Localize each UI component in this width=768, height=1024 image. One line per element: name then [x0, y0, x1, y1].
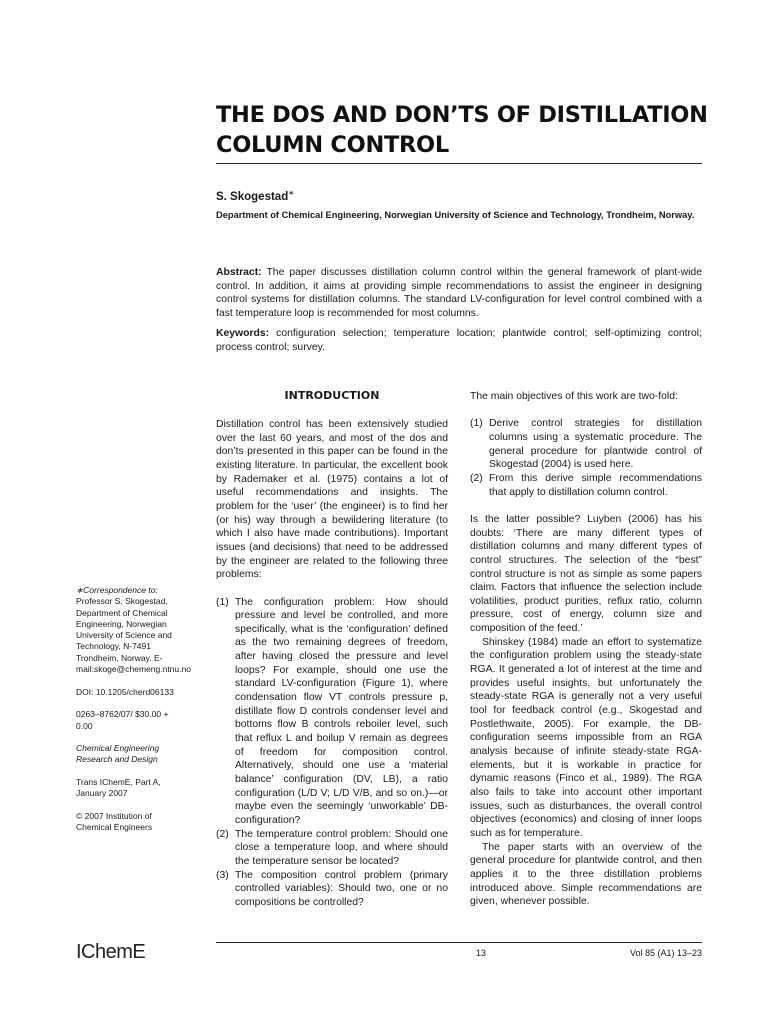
objective-item-2	[470, 472, 702, 499]
problem-text: The temperature control problem: Should one close a temperature loop, and where should the temperature sensor be located?	[235, 828, 448, 867]
keywords-label: Keywords:	[216, 328, 270, 339]
issn-price: 0263–8762/07/ $30.00 + 0.00	[76, 709, 169, 731]
doi: DOI: 10.1205/cherd06133	[76, 686, 174, 697]
problem-number: (2)	[216, 828, 229, 840]
objectives-intro: The main objectives of this work are two-fold:	[470, 391, 678, 402]
intro-paragraph: Distillation control has been extensively studied over the last 60 years, and most of the dos and don’ts presented in this paper can be found in the existing literature. In particular, the excellent book by Rademaker et al. (1975) contains a lot of useful recommendations and insights. The problem for the ‘user’ (the engineer) is to find her (or his) way through a bewildering literature (to which I also have made contributions). Important issues (and decisions) that need to be addressed by the engineer are related to the following three problems:	[216, 419, 448, 581]
objective-text: Derive control strategies for distillation columns using a systematic procedure. The general procedure for plantwide control of Skogestad (2004) is used here.	[489, 418, 702, 471]
problem-text: The configuration problem: How should pressure and level be controlled, and more specifically, what is the ‘configuration’ defined as the two remaining degrees of freedom, after having closed the pressure and level loops? For example, should one use the standard LV-configuration (Figure 1), where condensation flow VT controls pressure p, distillate flow D controls condenser level and bottoms flow B controls reboiler level, such that reflux L and boilup V remain as degrees of freedom for composition control. Alternatively, should one use a ‘material balance’ configuration (DV, LB), a ratio configuration (L/D V; L/D V/B, and so on.)—or maybe even the seemingly ‘unworkable’ DB-configuration?	[235, 596, 448, 827]
title-divider	[216, 163, 702, 164]
paper-title: THE DOS AND DON’TS OF DISTILLATION COLUMN CONTROL	[216, 102, 708, 158]
problem-item-3	[216, 869, 448, 910]
problem-number: (3)	[216, 869, 229, 881]
overview-paragraph: The paper starts with an overview of the general procedure for plantwide control, and then applies it to the three distillation problems introduced above. Simple recommendations are given, whenever possible.	[470, 841, 702, 908]
correspondence-address: Professor S. Skogestad, Department of Chemical Engineering, Norwegian University of Science and Technology, N-7491 Trondheim, Norway. E-mail:skoge@chemeng.ntnu.no	[76, 596, 191, 675]
left-body-column	[216, 418, 448, 910]
abstract-text: The paper discusses distillation column control within the general framework of plant-wide control. In addition, it aims at providing simple recommendations to assist the engineer in designing control systems for distillation columns. The standard LV-configuration for level control combined with a fast temperature loop is recommended for most columns.	[216, 267, 702, 319]
copyright-text: 2007 Institution of Chemical Engineers	[76, 810, 153, 833]
author-name: S. Skogestad	[216, 190, 289, 203]
page-number: 13	[476, 948, 487, 958]
author-footnote-mark: ∗	[288, 190, 295, 197]
volume-info: Vol 85 (A1) 13–23	[629, 948, 702, 958]
correspondence-block	[76, 585, 191, 675]
author-affiliation: Department of Chemical Engineering, Norwegian University of Science and Technology, Trondheim, Norway.	[216, 210, 695, 220]
journal-name: Chemical Engineering Research and Design	[76, 743, 160, 765]
correspondence-label: ∗Correspondence to:	[76, 585, 158, 595]
author-line	[216, 189, 294, 203]
objective-number: (2)	[470, 472, 483, 484]
problem-number: (1)	[216, 596, 229, 608]
abstract	[216, 266, 702, 320]
copyright-icon: ©	[76, 810, 83, 821]
keywords	[216, 327, 702, 354]
problem-list	[216, 596, 448, 910]
objectives-list	[470, 417, 702, 499]
shinskey-paragraph: Shinskey (1984) made an effort to systematize the configuration problem using the steady-state RGA. It generated a lot of interest at the time and provides useful insights, but unfortunately the steady-state RGA is generally not a very useful tool for feedback control (e.g., Skogestad and Postlethwaite, 2005). For example, the DB-configuration seems impossible from an RGA analysis because of infinite steady-state RGA-elements, but it is workable in practice for dynamic reasons (Finco et al., 1989). The RGA also fails to take into account other important issues, such as disturbances, the overall control objectives (economics) and closing of inner loops such as for temperature.	[470, 636, 702, 839]
journal-issue: Trans IChemE, Part A, January 2007	[76, 777, 161, 799]
icheme-logo: IChemE	[76, 941, 146, 963]
abstract-label: Abstract:	[216, 267, 262, 278]
copyright-notice	[76, 811, 186, 834]
luyben-paragraph: Is the latter possible? Luyben (2006) has his doubts: ‘There are many different types of distillation columns and many different types of control structures. The selection of the “best” control structure is not as simple as some papers claim. Factors that influence the selection include volatilities, product purities, reflux ratio, column pressure, cost of energy, column size and composition of the feed.’	[470, 513, 702, 635]
footer-divider	[216, 942, 702, 943]
sidebar-metadata	[76, 585, 191, 845]
problem-text: The composition control problem (primary controlled variables): Should two, one or no compositions be controlled?	[235, 869, 448, 908]
objective-number: (1)	[470, 418, 483, 430]
section-heading-introduction: INTRODUCTION	[284, 389, 380, 402]
problem-item-2	[216, 828, 448, 869]
keywords-text: configuration selection; temperature location; plantwide control; self-optimizing control; process control; survey.	[216, 328, 702, 353]
objective-text: From this derive simple recommendations that apply to distillation column control.	[489, 472, 702, 498]
objective-item-1	[470, 417, 702, 472]
right-body-column	[470, 390, 702, 909]
problem-item-1	[216, 596, 448, 828]
